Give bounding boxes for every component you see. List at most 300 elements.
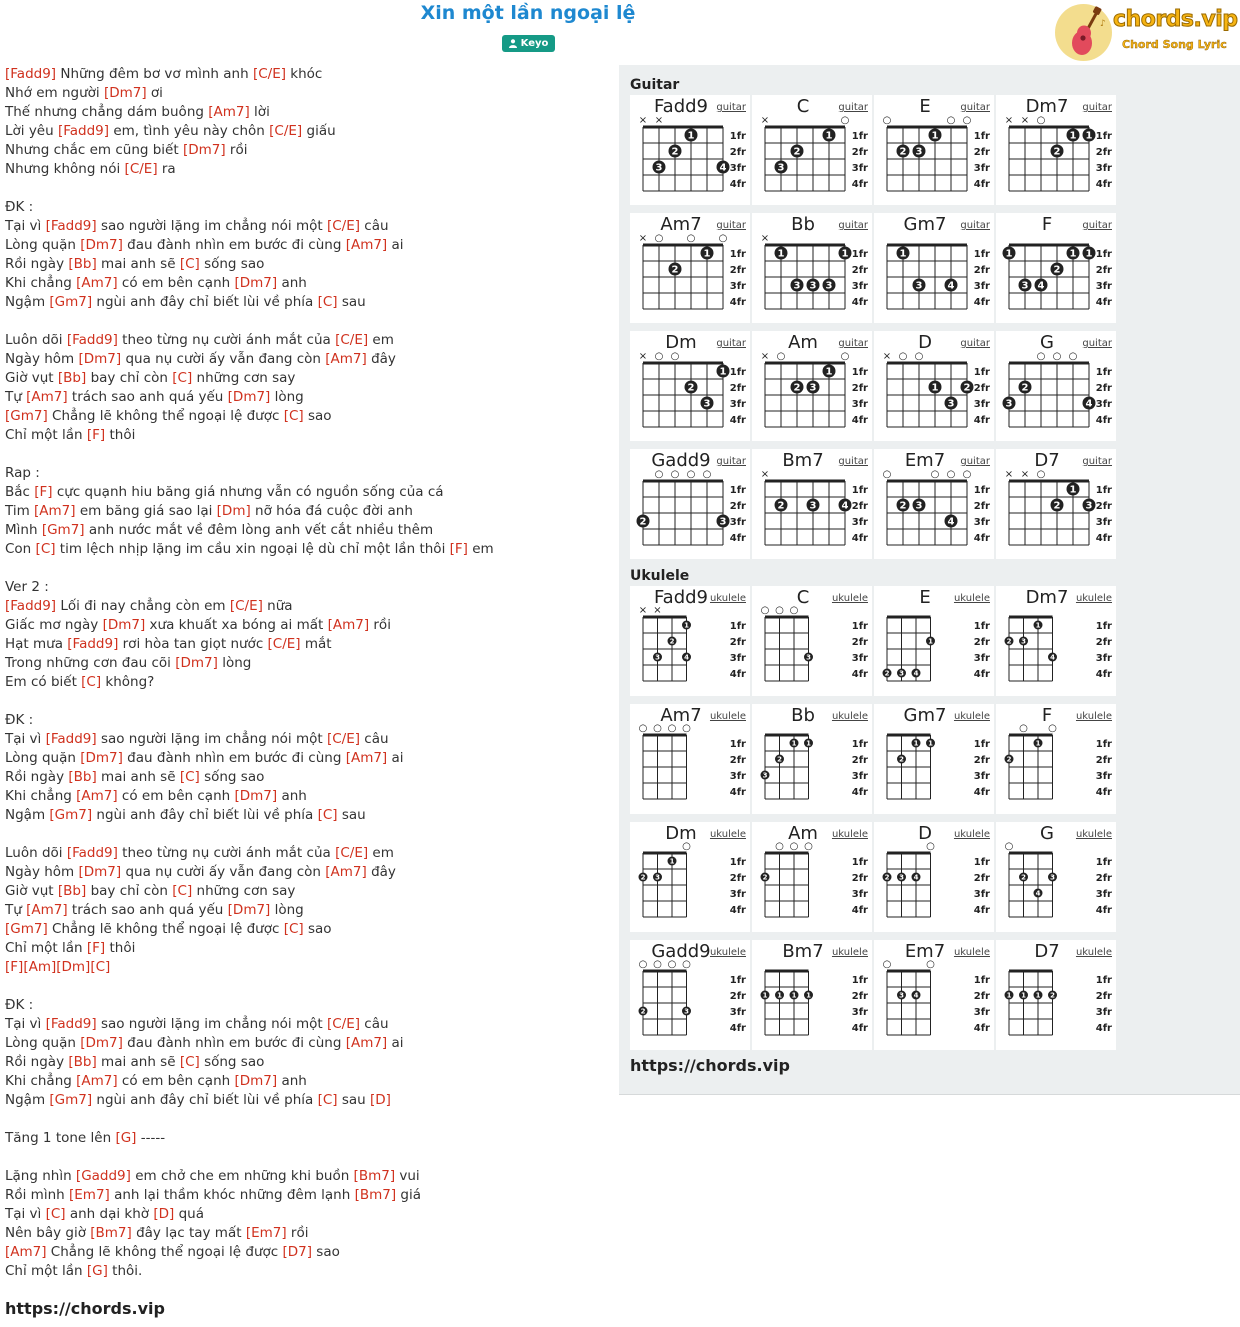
- guitar-chord-card[interactable]: [996, 95, 1116, 205]
- chord-token[interactable]: [Fadd9]: [45, 218, 97, 234]
- instrument-link[interactable]: guitar: [716, 338, 746, 349]
- fret-number-label: 2fr: [851, 147, 868, 158]
- lyric-blank-line: [5, 312, 605, 331]
- lyric-text: thôi: [105, 427, 136, 443]
- guitar-chord-card[interactable]: [630, 449, 750, 559]
- chord-token[interactable]: [Bm7]: [354, 1187, 397, 1203]
- chord-token[interactable]: [C/E]: [326, 731, 360, 747]
- lyric-text: Mình: [5, 522, 42, 538]
- chord-token[interactable]: [Dm7]: [102, 617, 146, 633]
- fret-number-label: 4fr: [729, 787, 746, 798]
- chord-token[interactable]: [Dm7]: [234, 788, 278, 804]
- chord-token[interactable]: [Am7]: [325, 351, 367, 367]
- fret-number-label: 1fr: [851, 857, 868, 868]
- finger-number: 1: [1005, 248, 1013, 260]
- instrument-link[interactable]: guitar: [1082, 220, 1112, 231]
- chord-token[interactable]: [C/E]: [335, 332, 369, 348]
- lyric-line: [5, 920, 605, 939]
- open-string-mark: ○: [653, 959, 662, 970]
- chord-token[interactable]: [D]: [369, 1092, 391, 1108]
- instrument-link[interactable]: guitar: [716, 220, 746, 231]
- chord-token[interactable]: [C]: [179, 769, 200, 785]
- chord-token[interactable]: [G]: [115, 1130, 137, 1146]
- site-url-footer[interactable]: https://chords.vip: [5, 1299, 165, 1318]
- lyric-text: câu: [360, 731, 389, 747]
- fret-number-label: 1fr: [851, 249, 868, 260]
- fret-number-label: 1fr: [729, 249, 746, 260]
- chord-token[interactable]: [Bm7]: [90, 1225, 132, 1241]
- ukulele-chord-card[interactable]: [996, 822, 1116, 932]
- chord-token[interactable]: [C/E]: [269, 123, 303, 139]
- chord-token[interactable]: [Dm7]: [103, 85, 147, 101]
- chord-token[interactable]: [Bb]: [68, 1054, 97, 1070]
- chord-token[interactable]: [Am]: [23, 959, 57, 975]
- fret-number-label: 3fr: [973, 517, 990, 528]
- lyric-text: Tại vì: [5, 1016, 46, 1032]
- chord-token[interactable]: [Bb]: [57, 883, 87, 899]
- finger-number: 4: [1085, 398, 1093, 410]
- author-badge[interactable]: [502, 35, 555, 52]
- open-string-mark: ○: [1052, 351, 1062, 362]
- chord-token[interactable]: [Fadd9]: [5, 66, 57, 82]
- lyric-line: [5, 711, 605, 730]
- open-string-mark: ○: [882, 469, 892, 480]
- ukulele-chord-card[interactable]: [874, 940, 994, 1050]
- lyric-text: Giờ vụt: [5, 370, 58, 386]
- fret-number-label: 2fr: [851, 873, 868, 884]
- lyric-text: bay chỉ còn: [86, 370, 173, 386]
- ukulele-chord-card[interactable]: [630, 822, 750, 932]
- ukulele-chord-card[interactable]: [630, 940, 750, 1050]
- chord-token[interactable]: [Am7]: [26, 389, 68, 405]
- lyric-line: [5, 768, 605, 787]
- lyric-text: Thế nhưng chẳng dám buông: [5, 104, 209, 120]
- instrument-link[interactable]: ukulele: [953, 711, 990, 722]
- ukulele-chord-card[interactable]: [996, 940, 1116, 1050]
- chord-token[interactable]: [D7]: [282, 1244, 313, 1260]
- lyric-text: đau đành nhìn em bước đi cùng: [122, 750, 346, 766]
- instrument-link[interactable]: guitar: [960, 102, 990, 113]
- site-url-panel[interactable]: https://chords.vip: [630, 1056, 790, 1075]
- fret-number-label: 3fr: [973, 653, 990, 664]
- guitar-chord-card[interactable]: [874, 95, 994, 205]
- chord-token[interactable]: [Am7]: [345, 1035, 388, 1051]
- fret-number-label: 1fr: [851, 739, 868, 750]
- lyric-text: Luôn dõi: [5, 332, 67, 348]
- lyric-text: Trong những cơn đau cõi: [5, 655, 176, 671]
- chord-token[interactable]: [Gm7]: [49, 1092, 93, 1108]
- finger-number: 3: [947, 398, 955, 410]
- lyric-text: ngùi anh đây chỉ biết lùi về phía: [92, 807, 318, 823]
- chord-token[interactable]: [Bb]: [68, 769, 97, 785]
- open-string-mark: ○: [775, 841, 784, 852]
- chord-token[interactable]: [Bb]: [57, 370, 87, 386]
- open-string-mark: ○: [1048, 723, 1057, 734]
- instrument-link[interactable]: ukulele: [831, 829, 868, 840]
- guitar-chord-card[interactable]: [630, 95, 750, 205]
- chord-token[interactable]: [Dm7]: [234, 1073, 278, 1089]
- chord-token[interactable]: [Am7]: [327, 617, 370, 633]
- instrument-link[interactable]: ukulele: [709, 947, 746, 958]
- fret-number-label: 2fr: [851, 991, 868, 1002]
- lyric-text: sao người lặng im chẳng nói một: [96, 218, 327, 234]
- fret-number-label: 4fr: [1095, 533, 1112, 544]
- finger-number: 3: [762, 771, 768, 780]
- chord-token[interactable]: [C/E]: [124, 161, 158, 177]
- chord-token[interactable]: [Dm7]: [227, 902, 271, 918]
- instrument-link[interactable]: ukulele: [1075, 829, 1112, 840]
- finger-number: 1: [777, 991, 782, 1000]
- lyric-line: [5, 483, 605, 502]
- chord-token[interactable]: [Gm7]: [49, 807, 93, 823]
- lyric-text: đây lạc tay mất: [131, 1225, 246, 1241]
- chord-token[interactable]: [Dm7]: [175, 655, 218, 671]
- chord-token[interactable]: [Gm7]: [41, 522, 85, 538]
- author-name: Keyo: [520, 38, 549, 49]
- chord-token[interactable]: [Am7]: [76, 788, 118, 804]
- ukulele-chord-card[interactable]: [630, 704, 750, 814]
- finger-number: 4: [947, 280, 955, 292]
- lyric-line: [5, 901, 605, 920]
- chord-token[interactable]: [Bm7]: [353, 1168, 396, 1184]
- fret-number-label: 2fr: [851, 755, 868, 766]
- open-string-mark: ○: [775, 605, 784, 616]
- ukulele-chord-card[interactable]: [630, 586, 750, 696]
- fret-number-label: 2fr: [1095, 265, 1112, 276]
- finger-number: 2: [640, 873, 646, 882]
- guitar-chord-card[interactable]: [874, 449, 994, 559]
- chord-token[interactable]: [F]: [449, 541, 468, 557]
- finger-number: 4: [1035, 889, 1041, 898]
- lyric-blank-line: [5, 825, 605, 844]
- site-logo[interactable]: [1055, 4, 1238, 62]
- fret-number-label: 2fr: [973, 991, 990, 1002]
- chord-token[interactable]: [Gm7]: [49, 294, 93, 310]
- instrument-link[interactable]: ukulele: [831, 593, 868, 604]
- instrument-link[interactable]: guitar: [838, 338, 868, 349]
- fret-number-label: 3fr: [729, 517, 746, 528]
- chord-token[interactable]: [C]: [45, 1206, 66, 1222]
- instrument-link[interactable]: ukulele: [1075, 947, 1112, 958]
- lyric-text: giá: [396, 1187, 422, 1203]
- lyric-text: qua nụ cười ấy vẫn đang còn: [121, 864, 326, 880]
- chord-token[interactable]: [Gm7]: [5, 921, 48, 937]
- chord-token[interactable]: [Dm7]: [234, 275, 278, 291]
- chord-token[interactable]: [C]: [81, 674, 102, 690]
- chord-token[interactable]: [G]: [86, 1263, 108, 1279]
- chord-token[interactable]: [Fadd9]: [5, 598, 57, 614]
- guitar-chord-card[interactable]: [630, 331, 750, 441]
- instrument-link[interactable]: ukulele: [709, 711, 746, 722]
- chord-token[interactable]: [F]: [86, 427, 106, 443]
- chord-name: Gadd9: [651, 450, 711, 471]
- lyric-text: Tự: [5, 389, 27, 405]
- guitar-chord-card[interactable]: [996, 331, 1116, 441]
- fret-number-label: 1fr: [729, 131, 746, 142]
- chord-token[interactable]: [Am7]: [76, 275, 118, 291]
- chord-name: C: [796, 96, 810, 117]
- lyric-text: Chẳng lẽ không thể ngoại lệ được: [47, 921, 284, 937]
- open-string-mark: ○: [670, 469, 680, 480]
- instrument-link[interactable]: guitar: [838, 456, 868, 467]
- fret-number-label: 4fr: [1095, 905, 1112, 916]
- chord-token[interactable]: [C]: [172, 883, 193, 899]
- lyric-text: em: [368, 845, 394, 861]
- instrument-link[interactable]: ukulele: [1075, 593, 1112, 604]
- chord-token[interactable]: [F]: [34, 484, 53, 500]
- chord-token[interactable]: [Am7]: [5, 1244, 47, 1260]
- chord-token[interactable]: [C/E]: [252, 66, 286, 82]
- ukulele-chord-card[interactable]: [996, 704, 1116, 814]
- lyric-text: -----: [136, 1130, 166, 1146]
- fret-number-label: 2fr: [973, 755, 990, 766]
- chord-token[interactable]: [C]: [283, 921, 304, 937]
- lyric-line: [5, 882, 605, 901]
- fret-number-label: 2fr: [729, 383, 746, 394]
- chord-token[interactable]: [Dm7]: [80, 237, 123, 253]
- chord-name: Em7: [904, 450, 946, 471]
- chord-token[interactable]: [C/E]: [335, 845, 369, 861]
- chord-token[interactable]: [Fadd9]: [67, 636, 119, 652]
- chord-token[interactable]: [C/E]: [267, 636, 301, 652]
- chord-token[interactable]: [C/E]: [326, 1016, 360, 1032]
- finger-number: 3: [655, 653, 660, 662]
- guitar-chord-card[interactable]: [752, 449, 872, 559]
- chord-token[interactable]: [Dm7]: [78, 351, 122, 367]
- lyric-text: đau đành nhìn em bước đi cùng: [122, 237, 346, 253]
- finger-number: 2: [1053, 500, 1061, 512]
- ukulele-chord-card[interactable]: [996, 586, 1116, 696]
- instrument-link[interactable]: guitar: [960, 456, 990, 467]
- finger-number: 3: [825, 280, 833, 292]
- instrument-link[interactable]: guitar: [960, 338, 990, 349]
- instrument-link[interactable]: guitar: [838, 102, 868, 113]
- guitar-chord-card[interactable]: [752, 331, 872, 441]
- chord-token[interactable]: [F]: [5, 959, 24, 975]
- ukulele-chord-card[interactable]: [874, 822, 994, 932]
- lyric-text: Lời yêu: [5, 123, 58, 139]
- finger-number: 3: [1021, 637, 1026, 646]
- lyric-line: [5, 502, 605, 521]
- lyric-blank-line: [5, 977, 605, 996]
- instrument-link[interactable]: guitar: [716, 456, 746, 467]
- chord-token[interactable]: [F]: [86, 940, 106, 956]
- lyric-text: ai: [387, 750, 404, 766]
- chord-token[interactable]: [D]: [153, 1206, 175, 1222]
- guitar-chord-card[interactable]: [996, 213, 1116, 323]
- chord-token[interactable]: [Gm7]: [5, 408, 48, 424]
- open-string-mark: ○: [682, 959, 691, 970]
- finger-number: 1: [928, 637, 933, 646]
- instrument-link[interactable]: ukulele: [953, 593, 990, 604]
- guitar-chord-card[interactable]: [752, 213, 872, 323]
- chord-name: F: [1041, 705, 1053, 726]
- instrument-link[interactable]: guitar: [1082, 456, 1112, 467]
- fret-number-label: 4fr: [1095, 415, 1112, 426]
- finger-number: 2: [1053, 264, 1061, 276]
- instrument-link[interactable]: ukulele: [709, 593, 746, 604]
- finger-number: 4: [913, 991, 919, 1000]
- lyric-text: Nhớ em người: [5, 85, 104, 101]
- lyric-line: [5, 426, 605, 445]
- fret-number-label: 3fr: [729, 163, 746, 174]
- chord-token[interactable]: [C]: [90, 959, 111, 975]
- fret-number-label: 4fr: [729, 669, 746, 680]
- chord-name: Dm7: [1025, 587, 1069, 608]
- instrument-link[interactable]: guitar: [1082, 338, 1112, 349]
- lyric-text: thôi: [105, 940, 136, 956]
- chord-token[interactable]: [Dm7]: [78, 864, 122, 880]
- chord-name: G: [1040, 823, 1054, 844]
- chord-token[interactable]: [Dm]: [56, 959, 91, 975]
- lyric-text: Chẳng lẽ không thể ngoại lệ được: [47, 408, 284, 424]
- chord-token[interactable]: [Dm7]: [182, 142, 226, 158]
- chord-token[interactable]: [Bb]: [68, 256, 97, 272]
- instrument-link[interactable]: ukulele: [709, 829, 746, 840]
- chord-token[interactable]: [Am7]: [26, 902, 68, 918]
- fret-number-label: 4fr: [973, 297, 990, 308]
- instrument-link[interactable]: ukulele: [831, 947, 868, 958]
- fret-number-label: 2fr: [851, 383, 868, 394]
- guitar-chord-card[interactable]: [630, 213, 750, 323]
- open-string-mark: ○: [1004, 841, 1014, 852]
- lyric-text: em, tình yêu này chôn: [109, 123, 270, 139]
- chord-token[interactable]: [Fadd9]: [45, 1016, 97, 1032]
- instrument-link[interactable]: guitar: [716, 102, 746, 113]
- instrument-link[interactable]: ukulele: [953, 947, 990, 958]
- fret-number-label: 2fr: [851, 501, 868, 512]
- lyric-line: [5, 1205, 605, 1224]
- ukulele-chord-card[interactable]: [752, 586, 872, 696]
- finger-number: 1: [825, 366, 833, 378]
- fret-number-label: 3fr: [851, 771, 868, 782]
- fret-number-label: 3fr: [851, 517, 868, 528]
- chord-token[interactable]: [Em7]: [245, 1225, 287, 1241]
- chord-token[interactable]: [Dm]: [216, 503, 251, 519]
- muted-string-mark: ×: [653, 605, 662, 616]
- chord-name: Bm7: [782, 941, 824, 962]
- lyric-text: Tại vì: [5, 218, 46, 234]
- finger-number: 3: [703, 398, 711, 410]
- fret-number-label: 2fr: [729, 147, 746, 158]
- chord-token[interactable]: [Am7]: [76, 1073, 118, 1089]
- finger-number: 1: [1035, 739, 1041, 748]
- chord-token[interactable]: [C/E]: [229, 598, 263, 614]
- lyric-line: [5, 103, 605, 122]
- muted-string-mark: ×: [654, 115, 664, 126]
- finger-number: 2: [639, 516, 647, 528]
- guitar-chord-card[interactable]: [996, 449, 1116, 559]
- chord-token[interactable]: [Fadd9]: [66, 845, 118, 861]
- instrument-link[interactable]: guitar: [838, 220, 868, 231]
- chord-token[interactable]: [Gadd9]: [75, 1168, 131, 1184]
- finger-number: 1: [791, 991, 797, 1000]
- chord-token[interactable]: [Am7]: [208, 104, 250, 120]
- muted-string-mark: ×: [638, 605, 648, 616]
- chord-token[interactable]: [Am7]: [345, 237, 388, 253]
- chord-token[interactable]: [C/E]: [326, 218, 360, 234]
- chord-token[interactable]: [C]: [283, 408, 304, 424]
- finger-number: 3: [806, 653, 811, 662]
- chord-token[interactable]: [Fadd9]: [57, 123, 110, 139]
- fret-number-label: 3fr: [973, 281, 990, 292]
- chord-token[interactable]: [Dm7]: [80, 750, 123, 766]
- fret-number-label: 3fr: [729, 1007, 746, 1018]
- chord-token[interactable]: [Am7]: [325, 864, 367, 880]
- lyric-text: mai anh sẽ: [96, 769, 180, 785]
- fret-number-label: 4fr: [973, 533, 990, 544]
- ukulele-chord-card[interactable]: [752, 704, 872, 814]
- guitar-chord-card[interactable]: [874, 213, 994, 323]
- open-string-mark: ○: [1036, 115, 1046, 126]
- lyric-blank-line: [5, 445, 605, 464]
- lyric-text: Rap :: [5, 465, 40, 481]
- lyric-text: Tại vì: [5, 1206, 46, 1222]
- finger-number: 4: [913, 669, 919, 678]
- instrument-link[interactable]: ukulele: [831, 711, 868, 722]
- chord-token[interactable]: [Dm7]: [80, 1035, 123, 1051]
- chord-token[interactable]: [Fadd9]: [66, 332, 118, 348]
- lyric-text: ĐK :: [5, 997, 34, 1013]
- ukulele-chord-card[interactable]: [874, 586, 994, 696]
- instrument-link[interactable]: guitar: [1082, 102, 1112, 113]
- guitar-chord-card[interactable]: [874, 331, 994, 441]
- ukulele-chord-card[interactable]: [752, 940, 872, 1050]
- chord-token[interactable]: [C]: [317, 294, 338, 310]
- fret-number-label: 4fr: [851, 1023, 868, 1034]
- lyric-line: [5, 255, 605, 274]
- lyrics-block: [5, 65, 605, 1281]
- open-string-mark: ○: [789, 841, 799, 852]
- chord-token[interactable]: [C]: [317, 807, 338, 823]
- instrument-link[interactable]: guitar: [960, 220, 990, 231]
- finger-number: 2: [899, 146, 907, 158]
- chord-token[interactable]: [Fadd9]: [45, 731, 97, 747]
- finger-number: 3: [809, 280, 817, 292]
- lyric-line: [5, 521, 605, 540]
- lyric-text: theo từng nụ cười ánh mắt của: [117, 332, 336, 348]
- lyric-text: Khi chẳng: [5, 1073, 77, 1089]
- finger-number: 3: [1085, 500, 1093, 512]
- finger-number: 4: [684, 653, 689, 662]
- ukulele-chord-card[interactable]: [752, 822, 872, 932]
- ukulele-chord-card[interactable]: [874, 704, 994, 814]
- finger-number: 1: [841, 248, 849, 260]
- chord-token[interactable]: [C]: [179, 1054, 200, 1070]
- instrument-link[interactable]: ukulele: [1075, 711, 1112, 722]
- lyric-text: anh nước mắt về đêm lòng anh vết cắt nhiều thêm: [84, 522, 434, 538]
- chord-token[interactable]: [Am7]: [345, 750, 388, 766]
- chord-token[interactable]: [C]: [35, 541, 56, 557]
- lyric-line: [5, 1262, 605, 1281]
- lyric-line: [5, 464, 605, 483]
- fret-number-label: 4fr: [729, 297, 746, 308]
- chord-token[interactable]: [Dm7]: [227, 389, 271, 405]
- lyric-line: [5, 1167, 605, 1186]
- chord-token[interactable]: [C]: [179, 256, 200, 272]
- chord-name: Am7: [660, 705, 702, 726]
- fret-number-label: 1fr: [1095, 485, 1112, 496]
- fret-number-label: 2fr: [729, 637, 746, 648]
- chord-token[interactable]: [Am7]: [34, 503, 76, 519]
- lyric-line: [5, 540, 605, 559]
- lyric-text: Lối đi nay chẳng còn em: [56, 598, 230, 614]
- chord-token[interactable]: [C]: [172, 370, 193, 386]
- guitar-chord-card[interactable]: [752, 95, 872, 205]
- chord-token[interactable]: [Em7]: [69, 1187, 110, 1203]
- chord-token[interactable]: [C]: [317, 1092, 338, 1108]
- instrument-link[interactable]: ukulele: [953, 829, 990, 840]
